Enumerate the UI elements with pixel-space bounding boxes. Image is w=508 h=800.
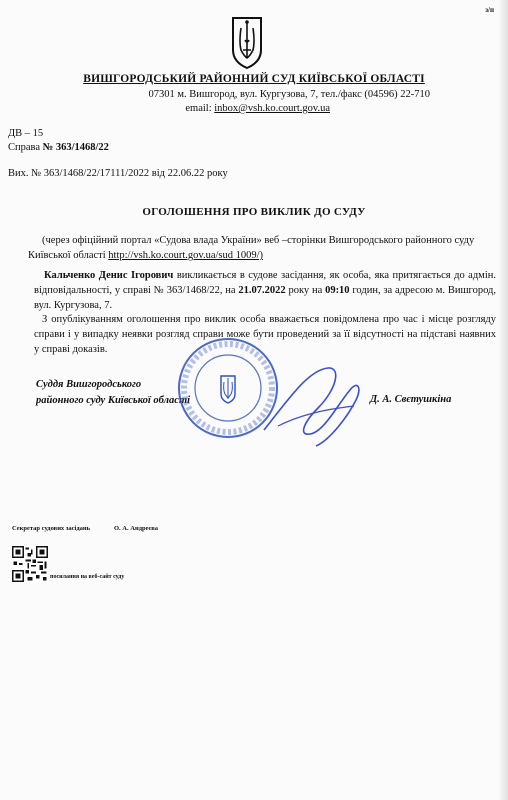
email-link[interactable]: inbox@vsh.ko.court.gov.ua (214, 103, 330, 114)
judge-name: Д. А. Свєтушкіна (370, 394, 452, 405)
dv-code: ДВ – 15 (8, 128, 44, 139)
coat-of-arms-icon (230, 14, 264, 70)
summons-text-b: року на (285, 285, 326, 296)
page-marker: з/п (485, 6, 494, 14)
outgoing-number: Вих. № 363/1468/22/17111/2022 від 22.06.22 року (8, 168, 228, 179)
secretary-name: О. А. Андреєва (114, 525, 159, 532)
qr-code-icon[interactable] (12, 546, 48, 582)
portal-note (28, 233, 498, 263)
secretary-label: Секретар судових засідань (12, 525, 91, 532)
judge-title-line2: районного суду Київської області (36, 395, 191, 406)
scan-edge-shadow (498, 0, 508, 800)
judge-signature-icon (258, 360, 368, 450)
court-name-heading: ВИШГОРОДСЬКИЙ РАЙОННИЙ СУД КИЇВСЬКОЇ ОБЛАСТІ (83, 73, 425, 85)
hearing-date: 21.07.2022 (238, 285, 286, 296)
portal-text: (через офіційний портал «Судова влада України» веб –сторінки Вишгородського районного суду Київської області (28, 235, 475, 261)
case-label: Справа (8, 142, 41, 153)
summons-text-c: годин, за адресою м. Вишгород, вул. Кургузова, 7. (34, 285, 496, 311)
portal-link[interactable]: http://vsh.ko.court.gov.ua/sud 1009/) (108, 250, 264, 261)
court-email-line (160, 103, 330, 114)
email-label: email: (185, 103, 212, 114)
summoned-person: Кальченко Денис Ігорович (44, 270, 174, 281)
hearing-time: 09:10 (325, 285, 350, 296)
summons-paragraph (34, 268, 496, 313)
court-address: 07301 м. Вишгород, вул. Кургузова, 7, тел./факс (04596) 22-710 (148, 89, 430, 100)
qr-caption: посилання на веб-сайт суду (50, 574, 125, 580)
judge-title (36, 377, 190, 409)
summons-text-a: викликається в судове засідання, як особа, яка притягається до адмін. відповідальності, у справі № 363/1468/22, на (34, 270, 496, 296)
consequence-paragraph: З опублікуванням оголошення про виклик особа вважається повідомлена про час і місце розгляду справи і у випадку неявки розгляд справи може бути проведений за її відсутності на підставі наявних у справі доказів. (34, 314, 496, 355)
case-number: № 363/1468/22 (42, 142, 109, 153)
notice-title: ОГОЛОШЕННЯ ПРО ВИКЛИК ДО СУДУ (142, 206, 366, 218)
case-number-line (8, 142, 109, 153)
judge-title-line1: Суддя Вишгородського (36, 379, 142, 390)
